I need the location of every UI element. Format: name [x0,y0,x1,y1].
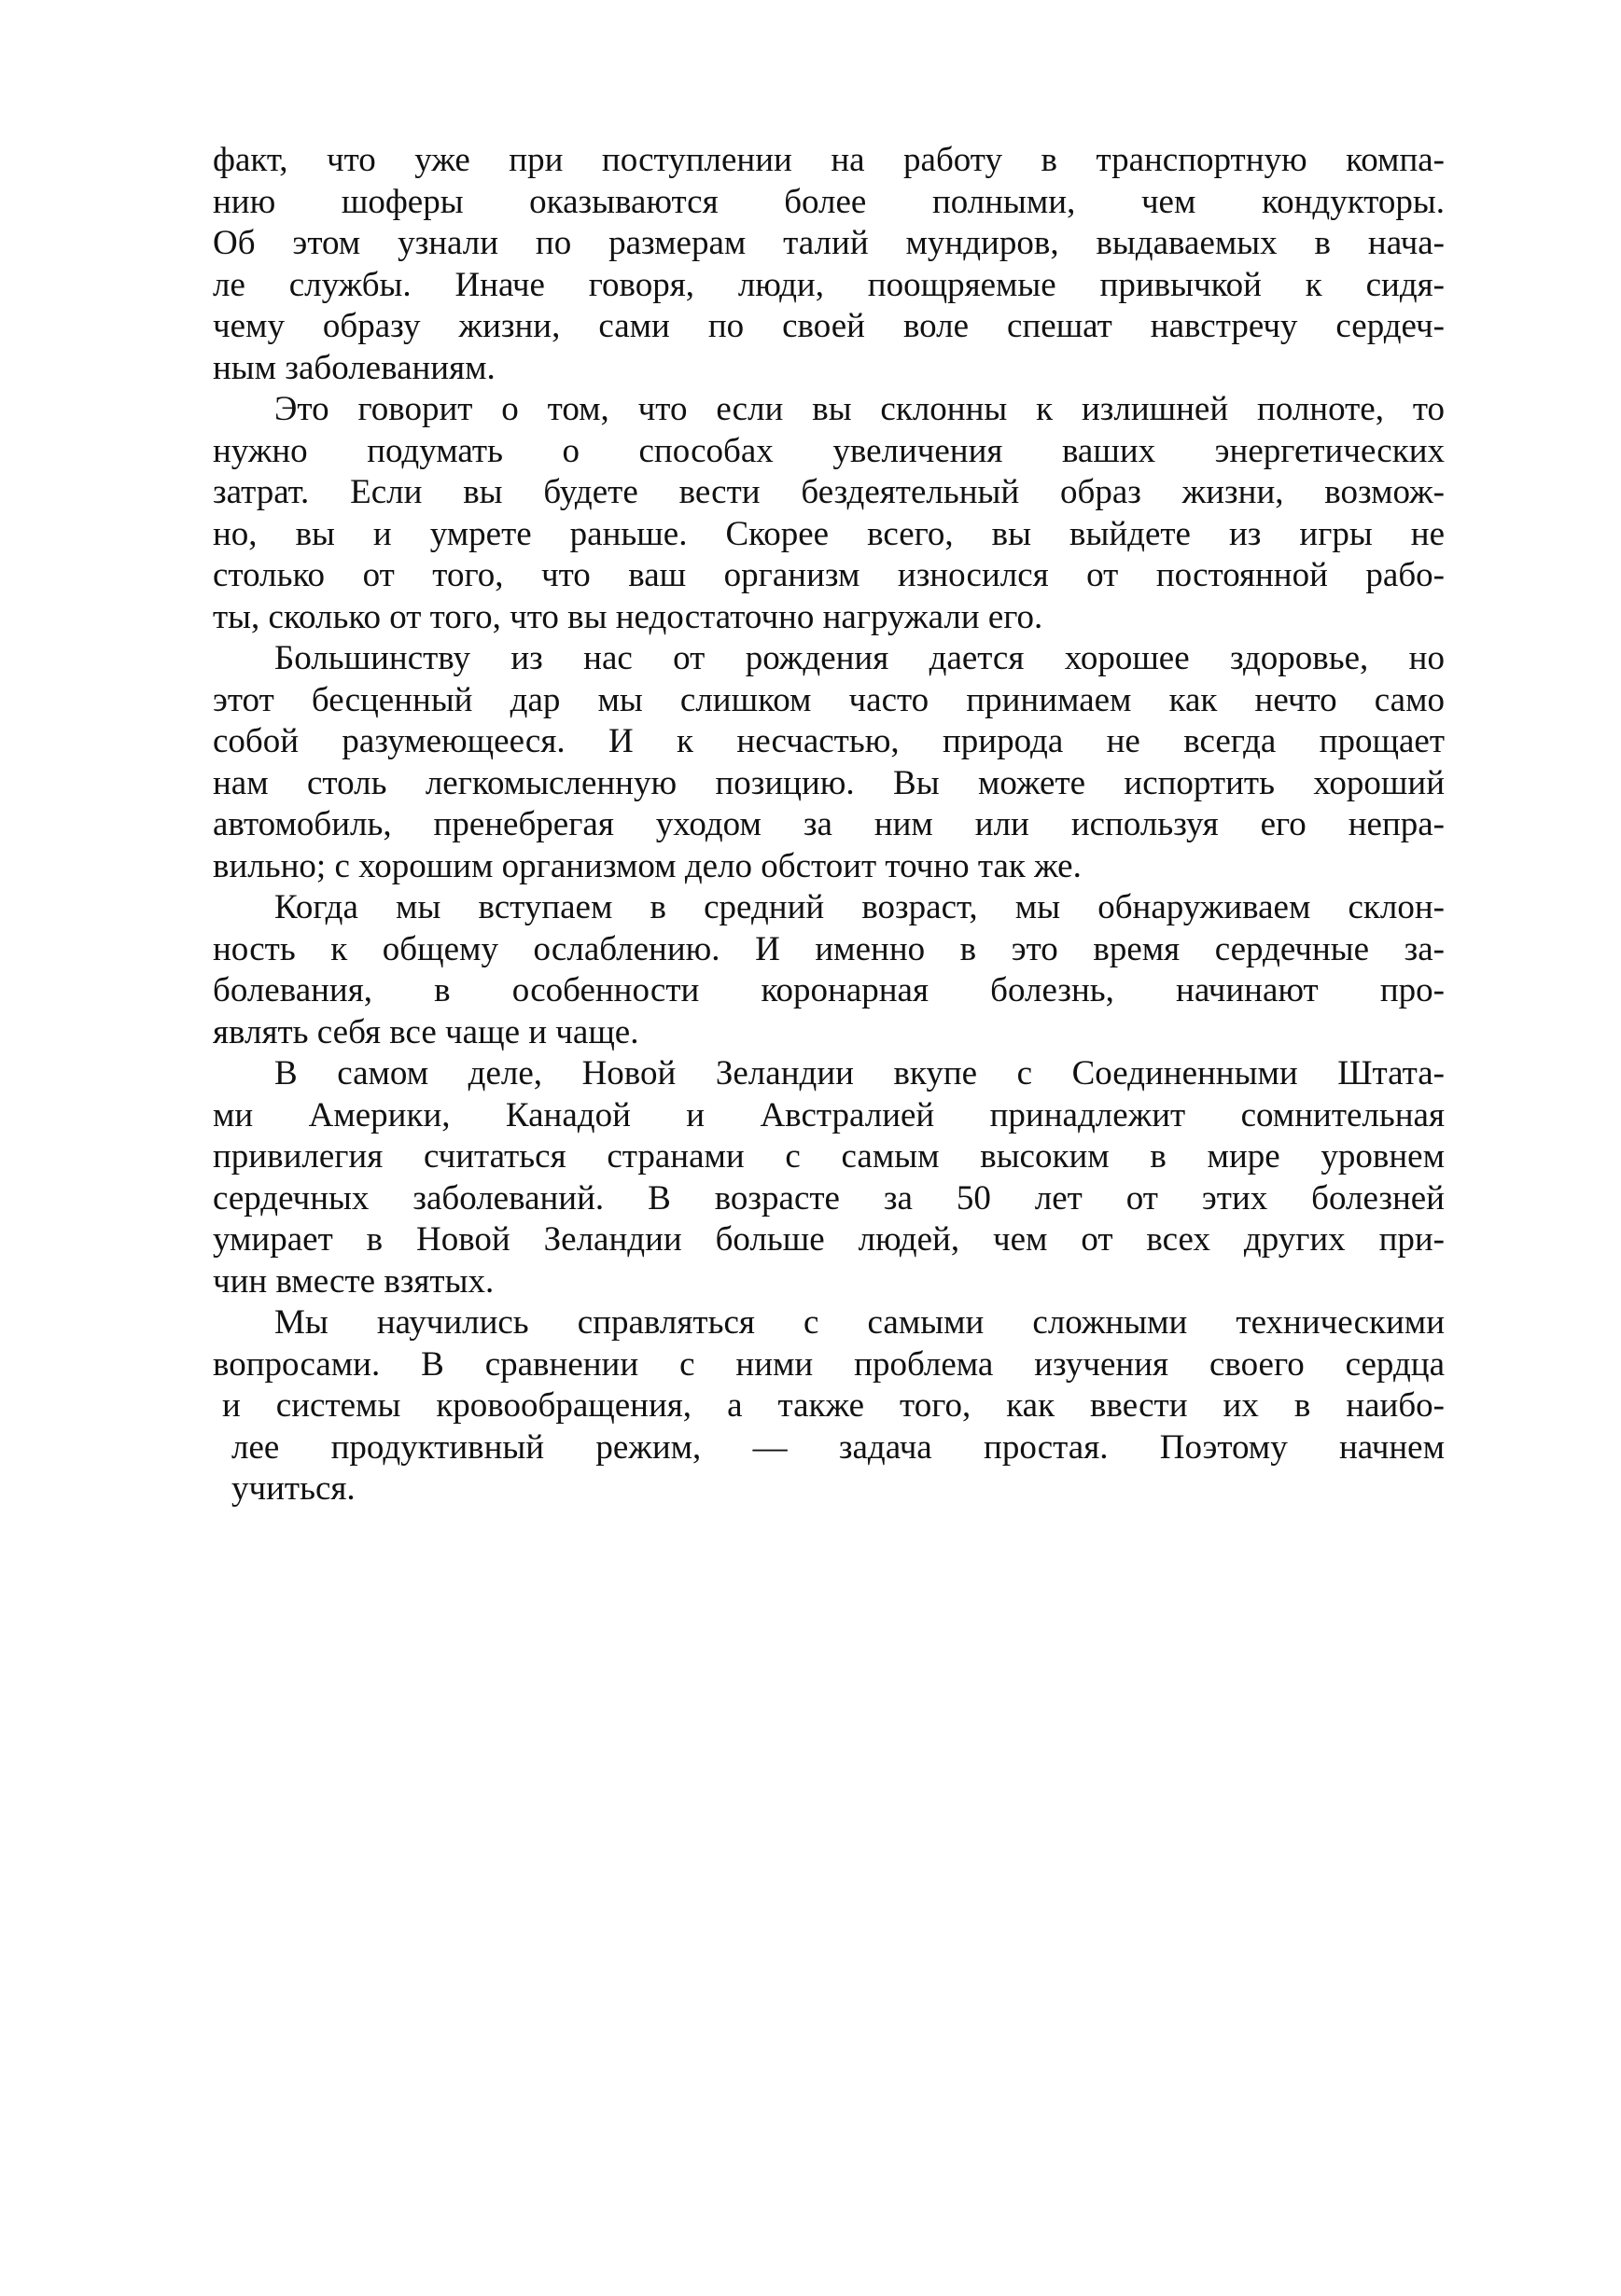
text-line: факт, что уже при поступлении на работу в транспортную компа- [213,141,1445,179]
text-line: лее продуктивный режим, — задача простая. Поэтому начнем [231,1427,1445,1467]
text-line: нужно подумать о способах увеличения ваших энергетических [213,431,1445,470]
text-line: ность к общему ослаблению. И именно в это время сердечные за- [213,929,1445,968]
text-line: чин вместе взятых. [213,1261,495,1301]
text-line: затрат. Если вы будете вести бездеятельный образ жизни, возмож- [213,473,1445,511]
text-line: вильно; с хорошим организмом дело обстоит точно так же. [213,846,1082,885]
text-line: В самом деле, Новой Зеландии вкупе с Соединенными Штата- [274,1054,1445,1092]
text-line: ми Америки, Канадой и Австралией принадлежит сомнительная [213,1095,1445,1134]
body-text [213,140,1445,1510]
text-line: нам столь легкомысленную позицию. Вы можете испортить хороший [213,763,1445,802]
paragraph-2 [213,389,1445,638]
text-line: ным заболеваниям. [213,348,496,387]
text-line: этот бесценный дар мы слишком часто принимаем как нечто само [213,680,1445,719]
text-line: умирает в Новой Зеландии больше людей, чем от всех других при- [213,1220,1445,1259]
text-line: являть себя все чаще и чаще. [213,1012,639,1051]
text-line: учиться. [231,1469,356,1508]
text-line: вопросами. В сравнении с ними проблема изучения своего сердца [213,1344,1445,1384]
paragraph-6 [213,1302,1445,1510]
text-line: но, вы и умрете раньше. Скорее всего, вы выйдете из игры не [213,514,1445,553]
text-line: ле службы. Иначе говоря, люди, поощряемые привычкой к сидя- [213,265,1445,304]
text-line: Это говорит о том, что если вы склонны к излишней полноте, то [274,390,1445,428]
text-line: чему образу жизни, сами по своей воле спешат навстречу сердеч- [213,307,1445,345]
text-line: Мы научились справляться с самыми сложными техническими [274,1303,1445,1342]
text-line: ты, сколько от того, что вы недостаточно нагружали его. [213,597,1043,636]
text-line: Большинству из нас от рождения дается хорошее здоровье, но [274,639,1445,677]
paragraph-3 [213,638,1445,887]
text-line: автомобиль, пренебрегая уходом за ним или используя его непра- [213,805,1445,843]
text-line: привилегия считаться странами с самым высоким в мире уровнем [213,1137,1445,1176]
text-line: Когда мы вступаем в средний возраст, мы обнаруживаем склон- [274,888,1445,926]
text-line: нию шоферы оказываются более полными, чем кондукторы. [213,182,1445,221]
text-line: Об этом узнали по размерам талий мундиров, выдаваемых в нача- [213,224,1445,262]
text-line: болевания, в особенности коронарная болезнь, начинают про- [213,971,1445,1009]
paragraph-5 [213,1053,1445,1302]
text-line: столько от того, что ваш организм износился от постоянной рабо- [213,556,1445,594]
text-line: и системы кровообращения, а также того, как ввести их в наибо- [222,1386,1445,1425]
paragraph-4 [213,887,1445,1053]
text-line: сердечных заболеваний. В возрасте за 50 лет от этих болезней [213,1178,1445,1218]
paragraph-1 [213,140,1445,389]
text-line: собой разумеющееся. И к несчастью, природа не всегда прощает [213,722,1445,760]
